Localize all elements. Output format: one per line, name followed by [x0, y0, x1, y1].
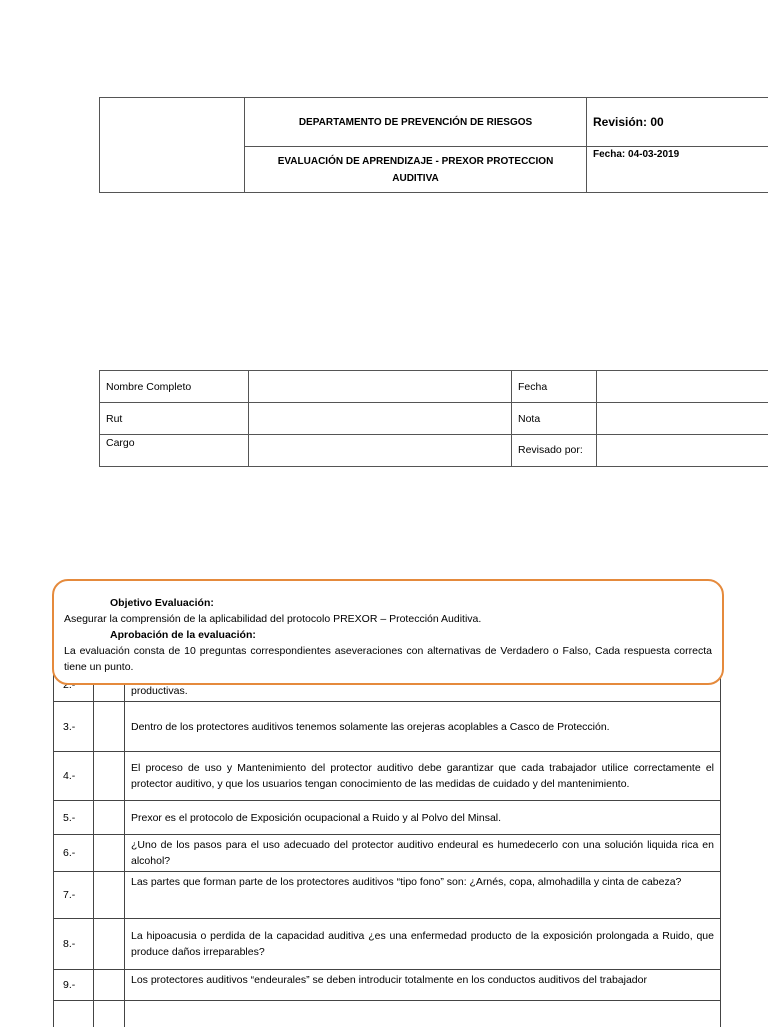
- question-text-blank: [125, 1001, 721, 1027]
- answer-cell[interactable]: [94, 872, 125, 919]
- answer-cell[interactable]: [94, 919, 125, 970]
- table-row: [54, 872, 721, 919]
- question-number: 5.-: [54, 801, 94, 835]
- objective-callout: [52, 579, 724, 685]
- table-row: [54, 919, 721, 970]
- student-info-table: [99, 370, 768, 467]
- answer-cell[interactable]: [94, 970, 125, 1001]
- question-number: 9.-: [54, 970, 94, 1001]
- nombre-field[interactable]: [249, 371, 512, 403]
- nota-field[interactable]: [597, 403, 768, 435]
- question-number-blank: [54, 1001, 94, 1027]
- cargo-field[interactable]: [249, 435, 512, 467]
- question-text: Prexor es el protocolo de Exposición ocupacional a Ruido y al Polvo del Minsal.: [125, 801, 721, 835]
- table-row: [54, 835, 721, 872]
- objetivo-heading: Objetivo Evaluación:: [64, 595, 712, 611]
- aprobacion-text: La evaluación consta de 10 preguntas correspondientes aseveraciones con alternativas de Verdadero o Falso, Cada respuesta correcta tiene un punto.: [64, 643, 712, 675]
- fecha-label: Fecha: [512, 371, 597, 403]
- question-number: 7.-: [54, 872, 94, 919]
- logo-cell: [100, 98, 245, 193]
- answer-cell[interactable]: [94, 702, 125, 752]
- date-label: Fecha: 04-03-2019: [587, 147, 768, 193]
- nota-label: Nota: [512, 403, 597, 435]
- evaluation-title: EVALUACIÓN DE APRENDIZAJE - PREXOR PROTECCION AUDITIVA: [245, 147, 587, 193]
- document-header-table: [99, 97, 768, 193]
- question-text: productivas.: [125, 668, 721, 702]
- cargo-label: Cargo: [100, 435, 249, 467]
- question-text: Dentro de los protectores auditivos tenemos solamente las orejeras acoplables a Casco de Protección.: [125, 702, 721, 752]
- questions-table: [53, 667, 721, 1027]
- revision-label: Revisión: 00: [587, 98, 768, 147]
- aprobacion-heading: Aprobación de la evaluación:: [64, 627, 712, 643]
- table-row: [54, 970, 721, 1001]
- fecha-field[interactable]: [597, 371, 768, 403]
- question-text: ¿Uno de los pasos para el uso adecuado del protector auditivo endeural es humedecerlo con una solución liquida rica en alcohol?: [125, 835, 721, 872]
- table-row: [54, 702, 721, 752]
- question-number: 3.-: [54, 702, 94, 752]
- question-number: 8.-: [54, 919, 94, 970]
- rut-label: Rut: [100, 403, 249, 435]
- revisado-field[interactable]: [597, 435, 768, 467]
- table-row: [54, 801, 721, 835]
- answer-cell[interactable]: [94, 835, 125, 872]
- answer-cell[interactable]: [94, 752, 125, 801]
- question-number: 6.-: [54, 835, 94, 872]
- objetivo-text: Asegurar la comprensión de la aplicabilidad del protocolo PREXOR – Protección Auditiva.: [64, 611, 712, 627]
- question-text: El proceso de uso y Mantenimiento del protector auditivo debe garantizar que cada trabajador utilice correctamente el protector auditivo, y que los usuarios tengan conocimiento de las medidas de cuidado y del mantenimiento.: [125, 752, 721, 801]
- rut-field[interactable]: [249, 403, 512, 435]
- question-text: La hipoacusia o perdida de la capacidad auditiva ¿es una enfermedad producto de la exposición prolongada a Ruido, que produce daños irreparables?: [125, 919, 721, 970]
- question-number: 4.-: [54, 752, 94, 801]
- question-text: Las partes que forman parte de los protectores auditivos “tipo fono” son: ¿Arnés, copa, almohadilla y cinta de cabeza?: [125, 872, 721, 919]
- revisado-label: Revisado por:: [512, 435, 597, 467]
- department-title: DEPARTAMENTO DE PREVENCIÓN DE RIESGOS: [245, 98, 587, 147]
- nombre-label: Nombre Completo: [100, 371, 249, 403]
- answer-cell[interactable]: [94, 801, 125, 835]
- table-row: [54, 1001, 721, 1027]
- table-row: [54, 752, 721, 801]
- question-text: Los protectores auditivos “endeurales” se deben introducir totalmente en los conductos auditivos del trabajador: [125, 970, 721, 1001]
- answer-cell[interactable]: [94, 1001, 125, 1027]
